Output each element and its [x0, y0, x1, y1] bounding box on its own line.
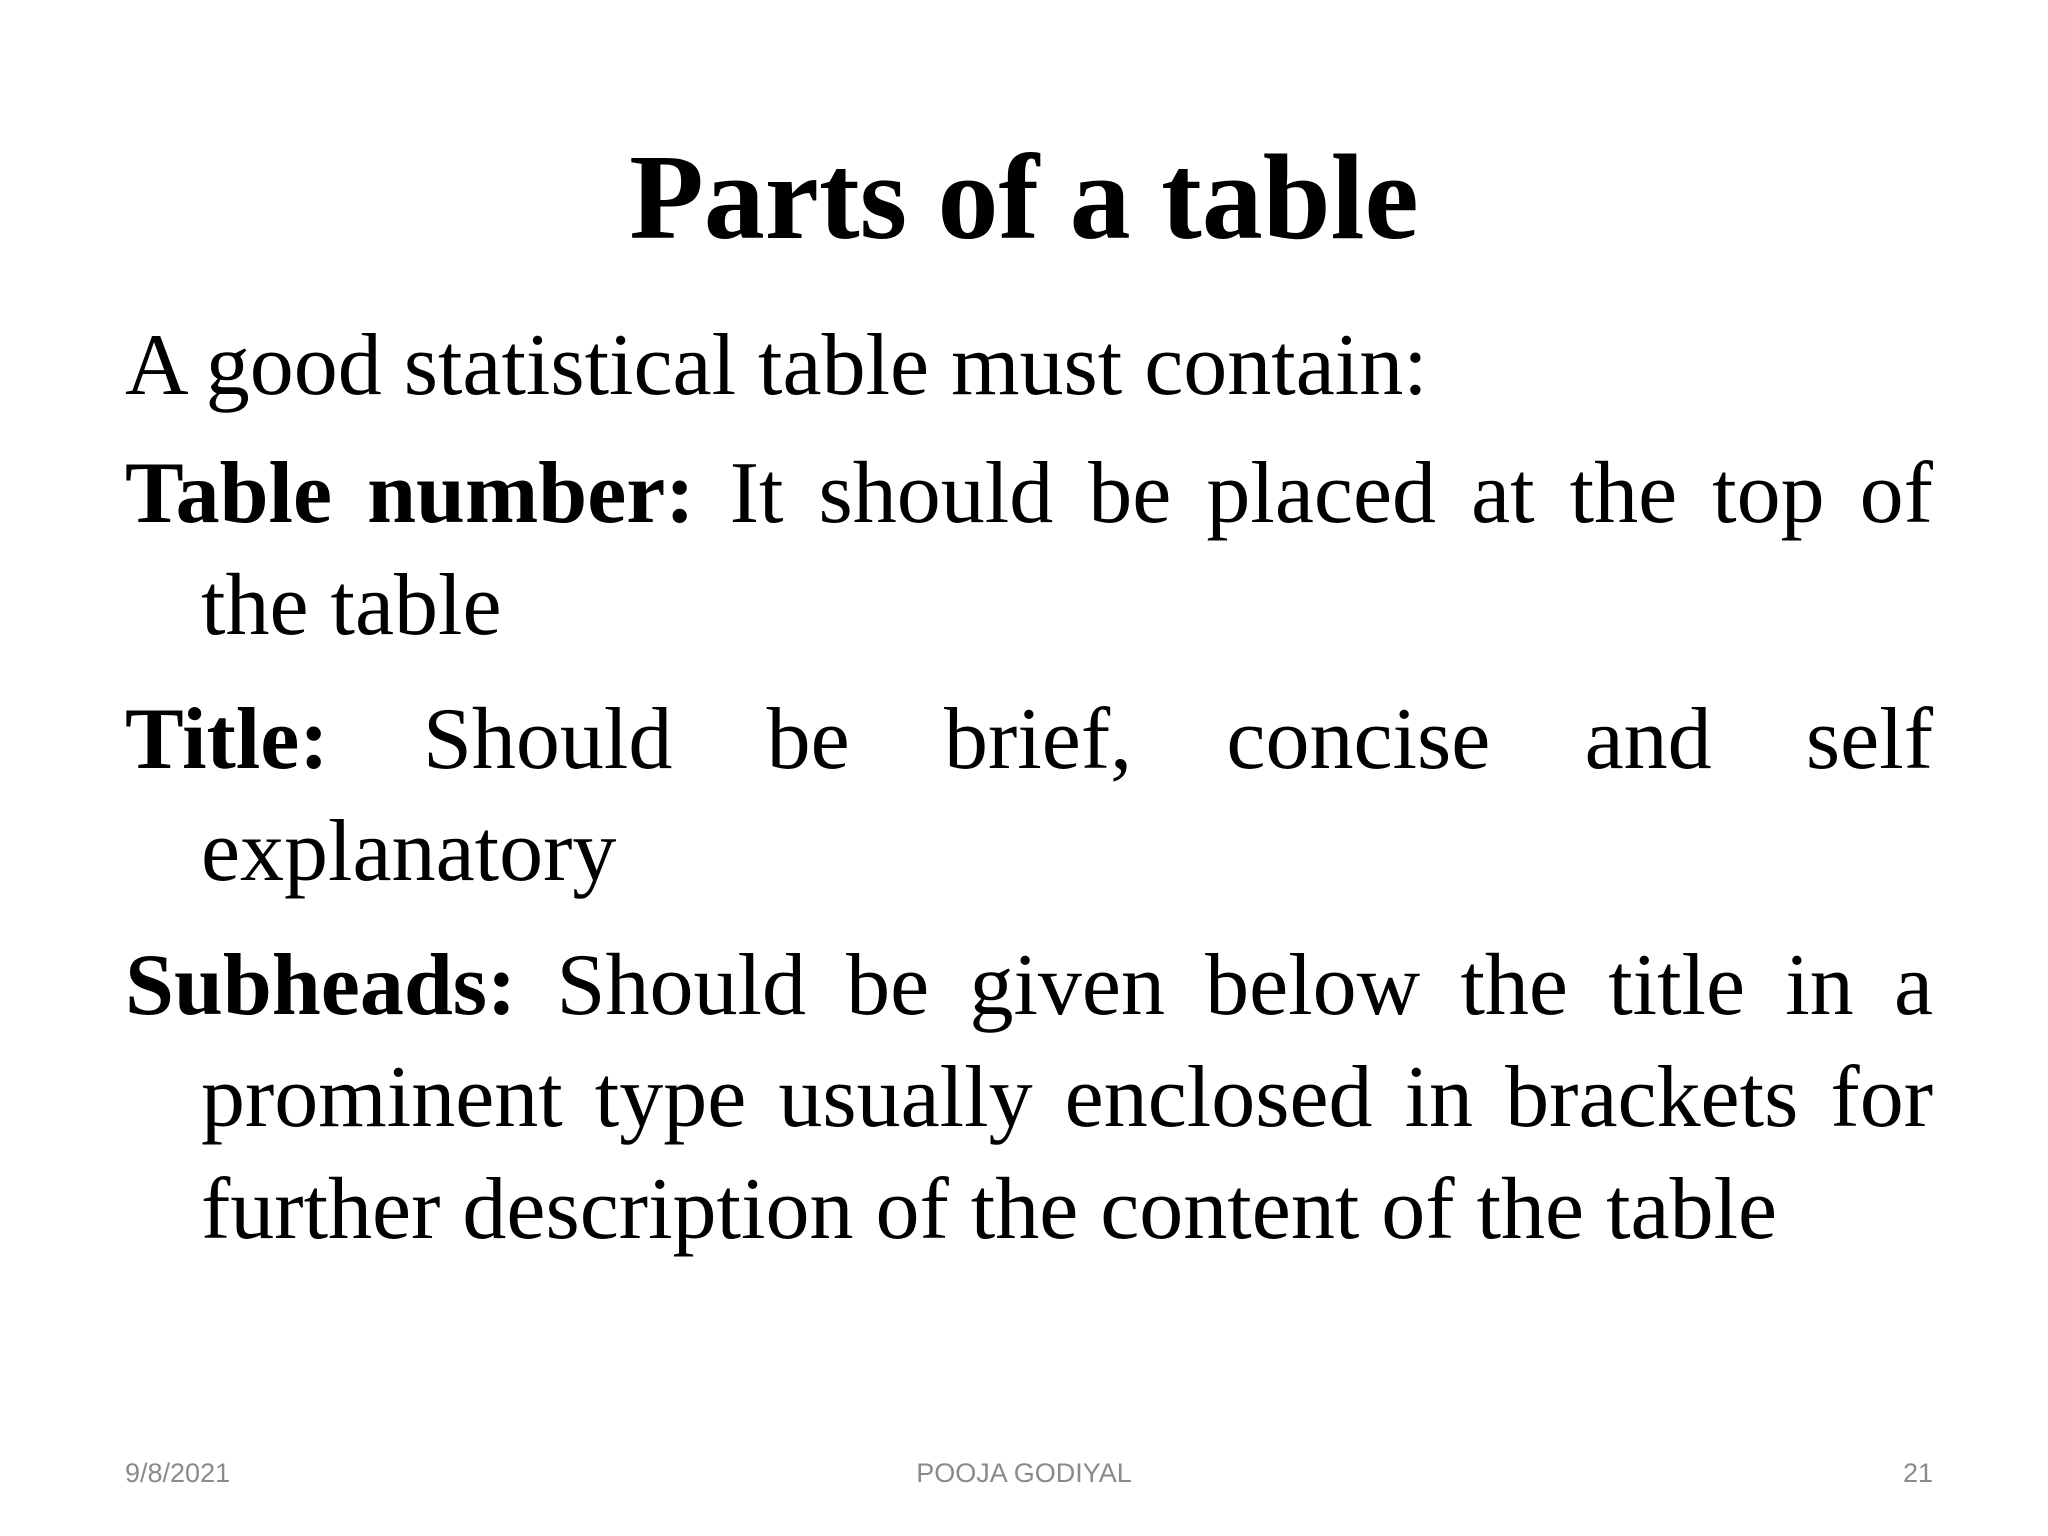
item-term: Title: — [125, 691, 329, 788]
list-item-title — [125, 684, 1933, 908]
slide-title: Parts of a table — [629, 130, 1419, 265]
footer-date: 9/8/2021 — [125, 1458, 231, 1488]
item-text: Should be brief, concise and self explanatory — [201, 691, 1933, 900]
item-text: Should be given below the title in a prominent type usually enclosed in brackets for further description of the content of the table — [201, 937, 1933, 1258]
item-term: Table number: — [125, 445, 695, 542]
footer-author: POOJA GODIYAL — [916, 1458, 1132, 1488]
list-item-subheads — [125, 930, 1933, 1266]
item-term: Subheads: — [125, 937, 517, 1034]
item-text: It should be placed at the top of the table — [201, 445, 1933, 654]
intro-text: A good statistical table must contain: — [125, 317, 1428, 414]
slide-body — [125, 310, 1933, 1288]
list-item-table-number — [125, 438, 1933, 662]
footer-page-number: 21 — [1902, 1458, 1933, 1488]
